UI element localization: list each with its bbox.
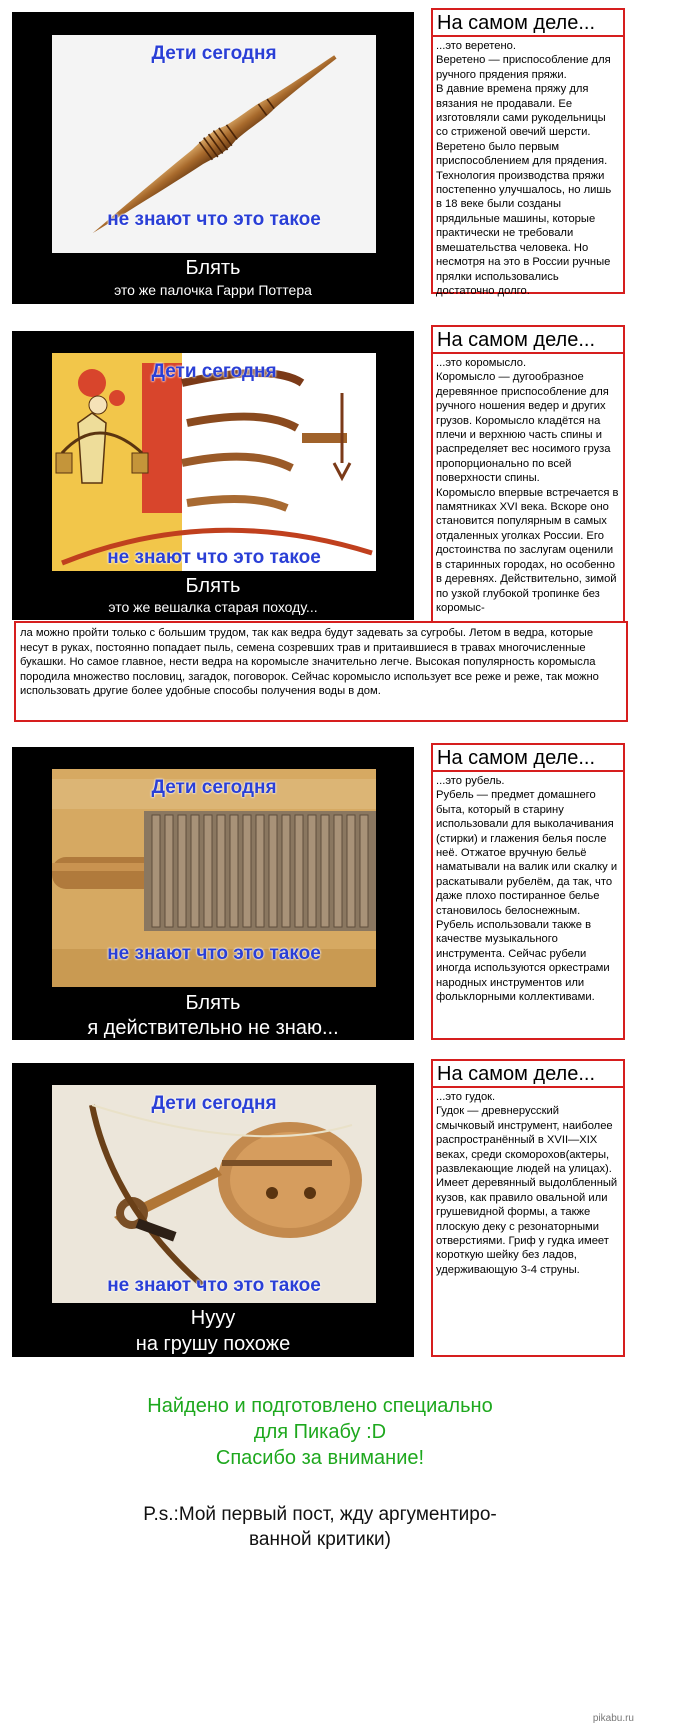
note-spindle — [431, 8, 625, 297]
gudok-photo — [52, 1085, 376, 1303]
note-body: ...это коромысло. Коромысло — дугообразное деревянное приспособление для ручного ношения ведер и других грузов. Коромысло кладётся на плечи и верхнюю часть спины и распределяет вес носимого груза пропорционально по всей поверхности спины. Коромысло впервые встречается в памятниках XVI века. Вскоре оно становится популярным в самых отдаленных уголках России. Его достоинства по заслугам оценили в старинных городах, но особенно в деревнях. Действительно, зимой по узкой глубокой тропинке без коромыс- — [436, 357, 619, 614]
caption-top: Дети сегодня — [151, 43, 277, 64]
footer-thanks: Найдено и подготовлено специально для Пикабу :D Спасибо за внимание! — [147, 1395, 493, 1469]
watermark: pikabu.ru — [592, 1713, 634, 1724]
demotivator-subtitle: на грушу похоже — [135, 1333, 291, 1355]
note-body: ...это гудок. Гудок — древнерусский смычковый инструмент, наиболее распространённый в XVII—XIX веках, среди скоморохов(актеры, развлекающие людей на улицах). Имеет деревянный выдолбленный кузов, как правило овальной или грушевидной формы, а также плоскую деку с резонаторными отверстиями. Гриф у гудка имеет короткую шейку без ладов, удерживающую 3-4 струны. — [436, 1091, 618, 1276]
demotivator-subtitle: я действительно не знаю... — [87, 1017, 339, 1039]
caption-bottom: не знают что это такое — [107, 943, 321, 964]
footer-ps: P.s.:Мой первый пост, жду аргументиро- ванной критики) — [143, 1504, 497, 1550]
demotivator-subtitle: это же вешалка старая походу... — [108, 599, 318, 615]
caption-top: Дети сегодня — [151, 361, 277, 382]
note-yoke-continuation: ла можно пройти только с большим трудом, так как ведра будут задевать за сугробы. Летом в ведра, которые несут в руках, постоянно попадает пыль, семена созревших трав и притаившиеся в травах многочисленные букашки. Но самое главное, нести ведра на коромысле значительно легче. Высокая популярность коромысла породила множество пословиц, загадок, поговорок. Сейчас коромысло использует все реже и реже, так можно использовать другие более удобные способы получения воды в дом. — [14, 621, 628, 722]
caption-bottom: не знают что это такое — [107, 547, 321, 568]
demotivator-washboard — [12, 747, 414, 1040]
note-body: ...это рубель. Рубель — предмет домашнего быта, который в старину использовали для выколачивания (стирки) и глажения белья после неё. Отжатое вручную бельё наматывали на валик или скалку и раскатывали рубелём, да так, что даже плохо постиранное белье становилось белоснежным. Рубель использовали также в качестве музыкального инструмента. Сейчас рубели иногда используются оркестрами народных инструментов или фольклорными коллективами. — [436, 775, 618, 1004]
note-title: На самом деле... — [433, 745, 623, 772]
demotivator-title: Блять — [185, 992, 241, 1014]
caption-top: Дети сегодня — [151, 1093, 277, 1114]
spindle-photo — [52, 35, 376, 253]
demotivator-title: Блять — [185, 257, 241, 279]
yoke-photo — [52, 353, 376, 571]
note-title: На самом деле... — [433, 327, 623, 354]
note-body: ...это веретено. Веретено — приспособление для ручного прядения пряжи. В давние времена пряжу для вязания не продавали. Ее изготовляли сами рукодельницы со стриженой овечий шерсти. Веретено было первым приспособлением для прядения. Технология производства пряжи постепенно улучшалось, но лишь в 18 веке были созданы прядильные машины, которые практически не требовали вмешательства человека. Но несмотря на это в России ручные прялки использовались достаточно долго. — [436, 40, 612, 297]
demotivator-yoke — [12, 331, 414, 620]
caption-bottom: не знают что это такое — [107, 1275, 321, 1296]
note-title: На самом деле... — [433, 10, 623, 37]
note-yoke — [431, 325, 625, 623]
caption-top: Дети сегодня — [151, 777, 277, 798]
demotivator-gudok — [12, 1063, 414, 1357]
note-gudok — [431, 1059, 625, 1357]
demotivator-spindle — [12, 12, 414, 304]
caption-bottom: не знают что это такое — [107, 209, 321, 230]
demotivator-title: Блять — [185, 575, 241, 597]
demotivator-subtitle: это же палочка Гарри Поттера — [114, 282, 312, 298]
demotivator-title: Нууу — [190, 1307, 236, 1329]
washboard-photo — [52, 769, 376, 987]
gudok-image — [52, 1085, 376, 1303]
note-title: На самом деле... — [433, 1061, 623, 1088]
note-washboard — [431, 743, 625, 1040]
yoke-image — [52, 353, 376, 571]
